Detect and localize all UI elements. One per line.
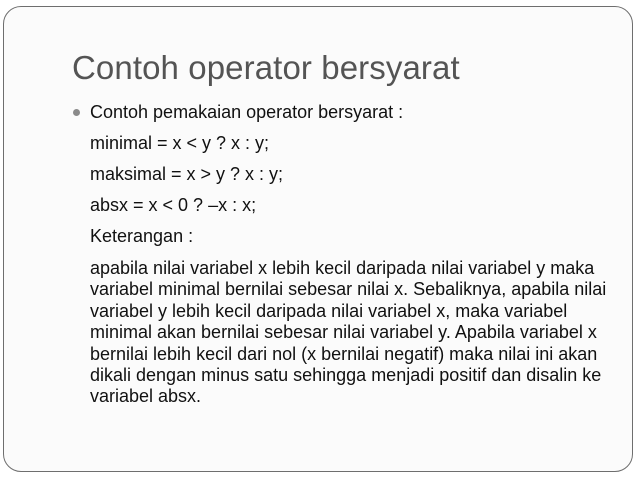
code-line-maksimal: maksimal = x > y ? x : y; bbox=[90, 164, 284, 184]
bullet-dot-icon bbox=[73, 109, 80, 116]
code-line-minimal: minimal = x < y ? x : y; bbox=[90, 133, 270, 153]
slide-content bbox=[90, 100, 610, 408]
explanation-paragraph: apabila nilai variabel x lebih kecil daripada nilai variabel y maka variabel minimal bernilai sebesar nilai x. Sebaliknya, apabila nilai variabel y lebih kecil daripada nilai variabel x, maka variabel minimal akan bernilai sebesar nilai variabel y. Apabila variabel x bernilai lebih kecil dari nol (x bernilai negatif) maka nilai ini akan dikali dengan minus satu sehingga menjadi positif dan disalin ke variabel absx. bbox=[90, 258, 607, 407]
bullet-text: Contoh pemakaian operator bersyarat : bbox=[90, 102, 404, 122]
code-line-absx: absx = x < 0 ? –x : x; bbox=[90, 195, 257, 215]
bullet-item bbox=[90, 100, 610, 124]
slide-title: Contoh operator bersyarat bbox=[72, 49, 460, 86]
explanation-label: Keterangan : bbox=[90, 226, 194, 246]
